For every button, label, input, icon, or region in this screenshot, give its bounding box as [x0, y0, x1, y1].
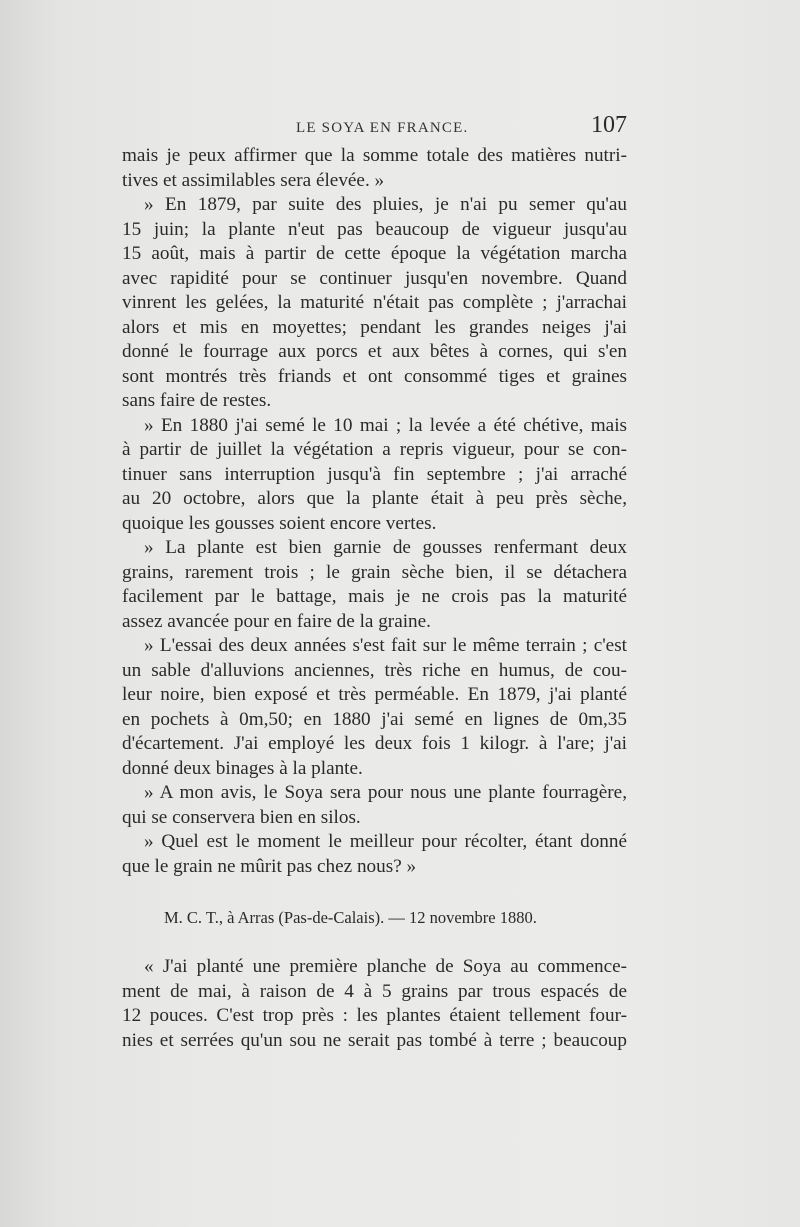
text-line: vinrent les gelées, la maturité n'était pas complète ; j'arrachai: [122, 292, 627, 313]
text-line: d'écartement. J'ai employé les deux fois 1 kilogr. à l'are; j'ai: [122, 733, 627, 754]
letter-source: M. C. T., à Arras (Pas-de-Calais). — 12 novembre 1880.: [164, 908, 537, 927]
text-line: » En 1879, par suite des pluies, je n'ai pu semer qu'au: [144, 194, 627, 215]
text-line: au 20 octobre, alors que la plante était à peu près sèche,: [122, 488, 627, 509]
running-title: LE SOYA EN FRANCE.: [296, 120, 469, 136]
text-line: » En 1880 j'ai semé le 10 mai ; la levée a été chétive, mais: [144, 414, 627, 436]
text-line: ment de mai, à raison de 4 à 5 grains par trous espacés de: [122, 980, 627, 1002]
body-text: [122, 144, 627, 1053]
text-line: 15 août, mais à partir de cette époque la végétation marcha: [122, 243, 627, 264]
text-line: leur noire, bien exposé et très perméable. En 1879, j'ai planté: [122, 684, 627, 705]
text-line: en pochets à 0m,50; en 1880 j'ai semé en lignes de 0m,35: [122, 708, 627, 730]
text-line: sont montrés très friands et ont consommé tiges et graines: [122, 365, 627, 387]
text-line: quoique les gousses soient encore vertes.: [122, 512, 437, 534]
text-line: donné deux binages à la plante.: [122, 757, 363, 779]
running-head: [122, 112, 627, 146]
page-number: 107: [591, 112, 627, 138]
text-line: grains, rarement trois ; le grain sèche bien, il se détachera: [122, 561, 627, 583]
section-gap: [122, 879, 627, 903]
text-line: alors et mis en moyettes; pendant les grandes neiges j'ai: [122, 316, 627, 338]
text-line: » A mon avis, le Soya sera pour nous une plante fourragère,: [144, 782, 627, 803]
text-line: assez avancée pour en faire de la graine.: [122, 610, 431, 632]
text-line: tinuer sans interruption jusqu'à fin septembre ; j'ai arraché: [122, 463, 627, 485]
text-line: donné le fourrage aux porcs et aux bêtes à cornes, qui s'en: [122, 341, 627, 362]
text-line: « J'ai planté une première planche de Soya au commence-: [144, 956, 627, 977]
section-gap: [122, 933, 627, 955]
text-line: » Quel est le moment le meilleur pour récolter, étant donné: [144, 831, 627, 852]
text-line: qui se conservera bien en silos.: [122, 806, 361, 828]
text-line: nies et serrées qu'un sou ne serait pas tombé à terre ; beaucoup: [122, 1029, 627, 1051]
text-line: facilement par le battage, mais je ne crois pas la maturité: [122, 586, 627, 607]
text-line: 15 juin; la plante n'eut pas beaucoup de vigueur jusqu'au: [122, 218, 627, 240]
text-line: à partir de juillet la végétation a repris vigueur, pour se con-: [122, 439, 627, 460]
text-line: mais je peux affirmer que la somme totale des matières nutri-: [122, 145, 627, 166]
text-line: avec rapidité pour se continuer jusqu'en novembre. Quand: [122, 267, 627, 289]
text-line: un sable d'alluvions anciennes, très riche en humus, de cou-: [122, 659, 627, 681]
text-line: 12 pouces. C'est trop près : les plantes étaient tellement four-: [122, 1005, 627, 1026]
text-line: » La plante est bien garnie de gousses renfermant deux: [144, 537, 627, 558]
text-line: que le grain ne mûrit pas chez nous? »: [122, 855, 417, 877]
text-line: tives et assimilables sera élevée. »: [122, 169, 385, 191]
text-line: » L'essai des deux années s'est fait sur le même terrain ; c'est: [144, 635, 627, 656]
text-line: sans faire de restes.: [122, 390, 272, 411]
